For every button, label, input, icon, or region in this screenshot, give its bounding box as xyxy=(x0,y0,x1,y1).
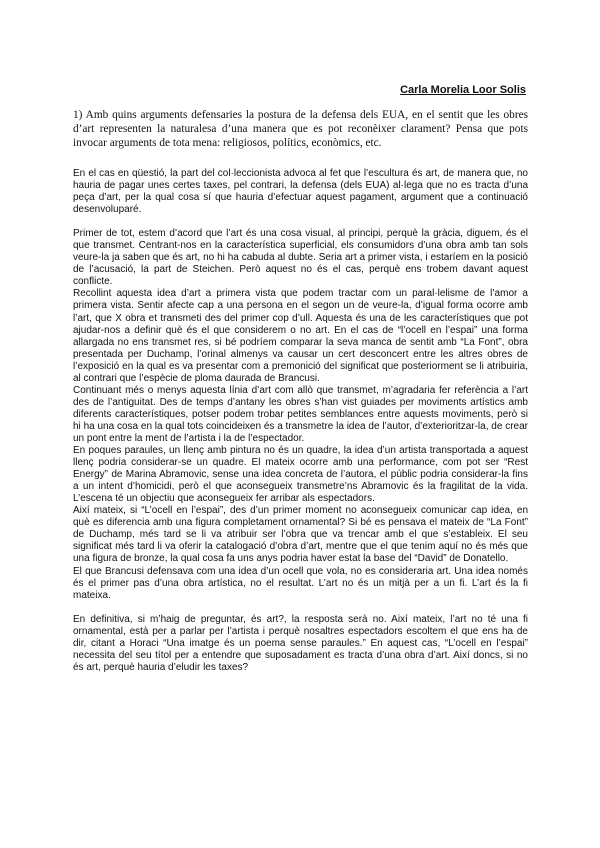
paragraph: En poques paraules, un llenç amb pintura no és un quadre, la idea d’un artista transportada a aquest llenç podria considerar-se un quadre. El mateix ocorre amb una performance, com pot ser “Rest Energy” de Marina Abramovic, sense una idea concreta de l’autora, el públic podria considerar-la fins a un intent d’homicidi, però el que aconsegueix transmetre’ns Abramovic és la fragilitat de la vida. L’escena té un objectiu que aconsegueix fer arribar als espectadors. xyxy=(73,445,528,505)
paragraph: Primer de tot, estem d’acord que l’art és una cosa visual, al principi, perquè la gràcia, diguem, és el que transmet. Centrant-nos en la característica superficial, els consumidors d’una obra amb tan sols veure-la ja saben que és art, no hi ha cabuda al dubte. Seria art a primer vista, i estaríem en la posició de l’acusació, la part de Steichen. Però aquest no és el cas, perquè ens trobem davant aquest conflicte. xyxy=(73,228,528,288)
paragraph: El que Brancusi defensava com una idea d’un ocell que vola, no es consideraria art. Una idea només és el primer pas d’una obra artística, no el resultat. L’art no és un mitjà per a un fi. L’art és la fi mateixa. xyxy=(73,565,528,601)
paragraph: Recollint aquesta idea d’art a primera vista que podem tractar com un paral·lelisme de l’amor a primera vista. Sentir afecte cap a una persona en el segon un de veure-la, d’igual forma ocorre amb l’art, que X obra et transmeti des del primer cop d’ull. Aquesta és una de les característiques que pot ajudar-nos a definir què és el que considerem o no art. En el cas de “l’ocell en l’espai” una forma allargada no ens transmet res, si bé podríem comparar la seva manca de sentit amb “La Font”, obra presentada per Duchamp, l’orinal almenys va causar un cert desconcert entre les altres obres de l’exposició en la qual es va presentar com a premonició del significat que posteriorment se li atribuiria, al contrari que l’espècie de ploma daurada de Brancusi. xyxy=(73,288,528,384)
paragraph: Així mateix, si “L’ocell en l’espai”, des d’un primer moment no aconsegueix comunicar cap idea, en què es diferencia amb una figura completament ornamental? Si bé es pensava el mateix de “La Font” de Duchamp, més tard se li va atribuir ser l’obra que va trencar amb el que s’estableix. El seu significat més tard li va oferir la catalogació d’obra d’art, mentre que el que tenim aquí no és més que una figura de bronze, la qual cosa fa uns anys podria haver estat la base del “David” de Donatello. xyxy=(73,505,528,565)
essay-body xyxy=(73,168,528,674)
paragraph: Continuant més o menys aquesta línia d’art com allò que transmet, m’agradaria fer referència a l’art des de l’antiguitat. Des de temps d’antany les obres s’han vist guiades per moviments artístics amb diferents característiques, potser podem trobar petites semblances entre aquests moviments, però si hi ha una cosa en la qual tots coincideixen és a transmetre la idea de l’autor, d’exterioritzar-la, de crear un pont entre la ment de l’artista i la de l’espectador. xyxy=(73,384,528,444)
author-name: Carla Morelia Loor Solis xyxy=(400,84,526,96)
question-text: 1) Amb quins arguments defensaries la postura de la defensa dels EUA, en el sentit que les obres d’art representen la naturalesa d’una manera que es pot reconèixer clarament? Pensa que pots invocar arguments de tota mena: religiosos, polítics, econòmics, etc. xyxy=(73,109,528,150)
paragraph-conclusion: En definitiva, si m’haig de preguntar, és art?, la resposta serà no. Així mateix, l’art no té una fi ornamental, està per a parlar per l’artista i perquè nosaltres espectadors escoltem el que ens ha de dir, citant a Horaci “Una imatge és un poema sense paraules.” En aquest cas, “L’ocell en l’espai” necessita del seu títol per a entendre que suposadament es tracta d’una obra d’art. Així doncs, si no és art, perquè hauria d’eludir les taxes? xyxy=(73,613,528,673)
paragraph-intro: En el cas en qüestió, la part del col·leccionista advoca al fet que l’escultura és art, de manera que, no hauria de pagar unes certes taxes, pel contrari, la defensa (dels EUA) al·lega que no es tracta d’una peça d’art, per la qual cosa sí que hauria d’efectuar aquest pagament, argument que a continuació desenvoluparé. xyxy=(73,168,528,216)
